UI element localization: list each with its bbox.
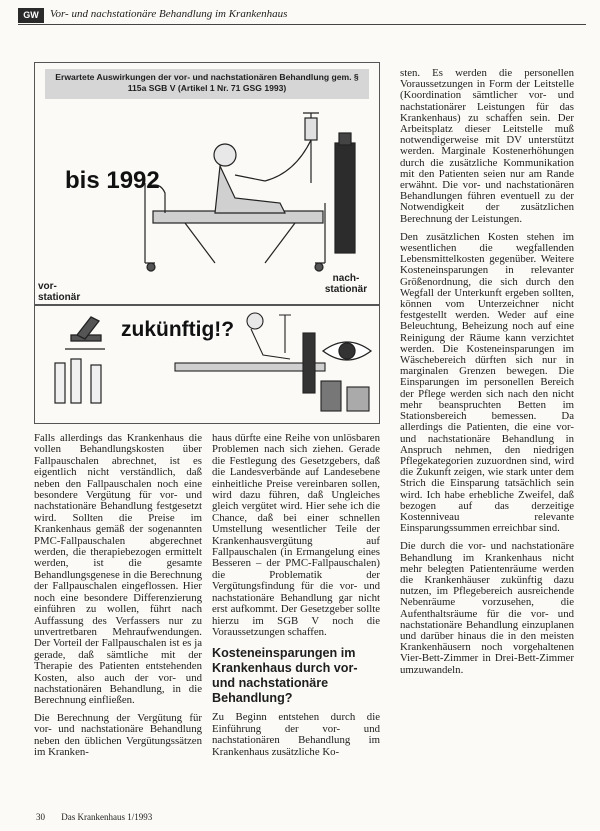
figure-caption: Erwartete Auswirkungen der vor- und nachstationären Behandlung gem. § 115a SGB V (Artikel 1 Nr. 71 GSG 1993) [45, 69, 369, 99]
test-tubes-icon [55, 359, 101, 403]
paragraph: haus dürfte eine Reihe von unlösbaren Problemen nach sich ziehen. Gerade die Festlegung des Gesetzgebers, daß die Landesverbände auf Landesebene einheitliche Preise vereinbaren sollen, wird dazu führen, daß Ungleiches gleich vergütet wird. Hier sehe ich die Chance, daß bei einer schnellen Umstellung wesentlicher Teile der Krankenhausvergütung auf Fallpauschalen (in Ermangelung eines Besseren – der PMC-Fallpauschalen) die Problematik der Vergütungsfindung für die vor- und nachstationäre Behandlung gar nicht erst aufkommt. Der Gesetzgeber sollte hierzu im SGB V noch die Voraussetzungen schaffen. [212, 432, 380, 638]
label-until-1992: bis 1992 [65, 167, 160, 194]
figure-divider [35, 304, 379, 306]
text-column-3 [400, 68, 574, 683]
label-post-stationary [317, 273, 375, 295]
label-future: zukünftig!? [121, 318, 235, 341]
page-footer [36, 812, 166, 822]
label-pre-part1: vor- [38, 281, 57, 292]
paragraph: Zu Beginn entstehen durch die Einführung der vor- und nachstationären Behandlung im Krankenhaus zusätzliche Ko- [212, 711, 380, 758]
paragraph: Die Berechnung der Vergütung für vor- und nachstationäre Behandlung neben den üblichen Vergütungssätzen im Kranken- [34, 711, 202, 758]
illustration-figure [34, 62, 380, 424]
running-header [18, 7, 586, 25]
journal-reference: Das Krankenhaus 1/1993 [61, 812, 153, 822]
label-pre-stationary [38, 281, 80, 303]
illustration-drawing [35, 63, 380, 424]
page-number: 30 [36, 812, 45, 822]
paragraph: sten. Es werden die personellen Voraussetzungen in Form der Leitstelle (Koordination sämtlicher vor- und nachstationärer Leistungen für das Krankenhaus) zu schaffen sein. Der Arbeitsplatz dieser Leitstelle muß notwendigerweise mit DV unterstützt werden. Marginale Kostenerhöhungen durch die zusätzliche Kommunikation mit den Patienten seien nur am Rande erwähnt. Die vor- und nachstationären Behandlungen führen eventuell zu der Notwendigkeit der zusätzlichen Berechnung der Leistungen. [400, 67, 574, 225]
text-column-2 [212, 433, 380, 764]
paragraph: Den zusätzlichen Kosten stehen im wesentlichen die wegfallenden Lebensmittelkosten gegenüber. Weitere Kosteneinsparungen in relevanter Größenordnung, die sich durch den Wegfall der Unterkunft ergeben sollten, können vom Unterzeichner nicht festgestellt werden. Weder auf eine Beleuchtung, Beheizung noch auf eine Reinigung der Räume kann verzichtet werden. Die Kosteneinsparungen im Wäschebereich dürften sich nur in marginalen Grenzen bewegen. Die Einsparungen im personellen Bereich der Pflege werden sich nach den nicht mehr beanspruchten Betten im Stationsbereich bemessen. Da allerdings die Patienten, die eine vor- und nachstationäre Behandlung in Anspruch nehmen, den niedrigen Pflegekategorien zuzuordnen sind, wird die Zukunft zeigen, wie stark unter dem Strich die Einsparung tatsächlich sein wird. Ich habe erhebliche Zweifel, daß bezogen auf das derzeitige Kostenniveau relevante Einsparungssummen erreichbar sind. [400, 230, 574, 535]
text-column-1 [34, 433, 202, 764]
header-title: Vor- und nachstationäre Behandlung im Krankenhaus [50, 8, 288, 20]
label-post-part2: stationär [324, 284, 368, 295]
microscope-icon [65, 317, 105, 349]
paragraph: Die durch die vor- und nachstationäre Behandlung im Krankenhaus nicht mehr belegten Patientenräume werden die Krankenhäuser zukünftig dazu nutzen, im Pflegebereich ausreichende Nebenräume vorzusehen, die Aufenthaltsräume für die vor- und nachstationäre Behandlung einzuplanen und darüber hinaus die in den meisten Krankenhäusern noch vorgehaltenen Vier-Bett-Zimmer in Drei-Bett-Zimmer umzuwandeln. [400, 540, 574, 676]
label-post-part1: nach- [332, 273, 360, 284]
journal-logo: GW [18, 8, 44, 23]
eye-icon [323, 342, 371, 360]
medicine-bottles-icon [321, 381, 369, 411]
patient-drawing [214, 144, 285, 213]
paragraph: Falls allerdings das Krankenhaus die vollen Behandlungskosten über Fallpauschalen abrechnet, ist es eigentlich nicht verständlich, daß neben den Fallpauschalen noch eine besondere Vergütung für vor- und nachstationäre Behandlung festgesetzt wird. Sollten die Preise im Krankenhaus gemäß der sogenannten PMC-Fallpauschalen abgerechnet werden, die therapiebezogen ermittelt werden, ist die gesamte Behandlungsgenese in die Berechnung der Fallpauschalen eingeflossen. Hier noch eine besondere Differenzierung einführen zu wollen, führt nach Auffassung des Verfassers nur zu unvertretbaren Mehraufwendungen. Der Vorteil der Fallpauschalen ist es ja gerade, daß sämtliche mit der Therapie des Patienten entstehenden Kosten, also auch der vor- und nachstationären Behandlung, in die Berechnung einfließen. [34, 432, 202, 707]
section-heading: Kosteneinsparungen im Krankenhaus durch vor- und nachstationäre Behandlung? [212, 646, 358, 706]
label-pre-part2: stationär [38, 292, 81, 303]
hospital-bed-drawing [145, 113, 355, 271]
